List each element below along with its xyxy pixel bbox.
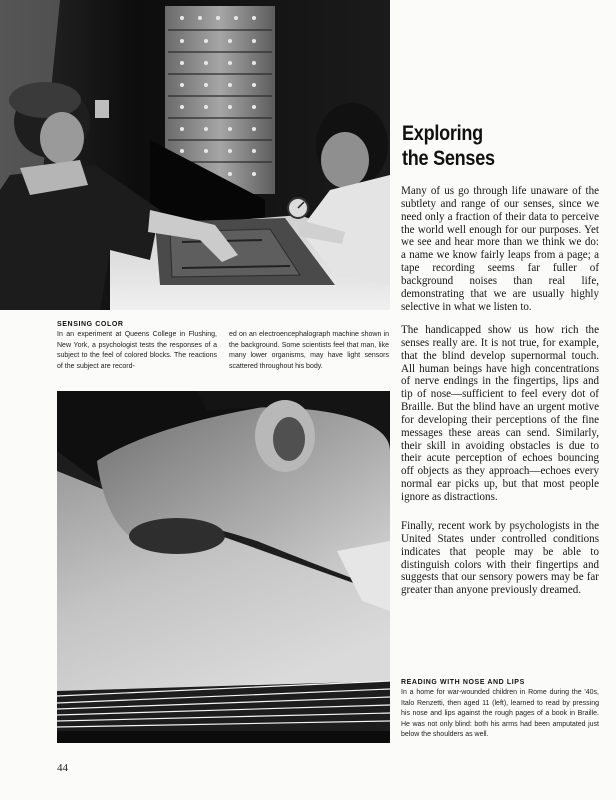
article-title-line-2: the Senses: [402, 147, 495, 170]
lab-experiment-image: [0, 0, 390, 310]
article-title-line-1: Exploring: [402, 122, 483, 145]
page-number: 44: [57, 762, 68, 774]
caption-heading-sensing-color: SENSING COLOR: [57, 321, 124, 328]
caption-text-sensing-color-col1: In an experiment at Queens College in Flushing, New York, a psychologist tests the responses of a subject to the feel of colored blocks. The reactions of the subject are record-: [57, 331, 217, 370]
lab-experiment-photo: [0, 0, 390, 310]
article-paragraph-1: [401, 185, 599, 313]
caption-text-reading-nose-lips: In a home for war-wounded children in Rome during the '40s, Italo Renzetti, then aged 11 (left), learned to read by pressing his nose and lips against the rough pages of a book in Braille. He was not only blind: both his arms had been amputated just below the shoulders as well.: [401, 689, 599, 738]
article-paragraph-2: [401, 324, 599, 504]
braille-reading-image: [57, 391, 390, 743]
paragraph-text: Many of us go through life unaware of the subtlety and range of our senses, since we need only a fraction of their data to perceive the world well enough for our purposes. Yet we see and hear more than we think we do: a name we know fairly leaps from a page; a tape recording seems far fuller of background noises than real life, demonstrating that we are usually highly selective in what we listen to.: [401, 185, 599, 313]
paragraph-text: Finally, recent work by psychologists in the United States under controlled conditions indicates that people may be able to distinguish colors with their fingertips and suggests that our sensory powers may be far greater than anyone previously dreamed.: [401, 520, 599, 597]
braille-reading-photo: [57, 391, 390, 743]
article-title: [402, 121, 574, 171]
article-paragraph-3: [401, 520, 599, 597]
caption-heading-reading-nose-lips: READING WITH NOSE AND LIPS: [401, 679, 525, 686]
paragraph-text: The handicapped show us how rich the senses really are. It is not true, for example, that the blind develop supernormal touch. All human beings have high concentrations of nerve endings in the fingertips, lips and tip of nose—sufficient to feel every dot of Braille. But the blind have an urgent motive for developing their perceptions of the fine messages these areas can send. Similarly, their skill in avoiding obstacles is due to their acute perception of echoes bouncing off objects as they approach—echoes every normal ear picks up, but that most people ignore as distractions.: [401, 324, 599, 503]
caption-text-sensing-color-col2: ed on an electroencephalograph machine shown in the background. Some scientists feel that man, like many lower organisms, may have light sensors scattered throughout his body.: [229, 331, 389, 370]
